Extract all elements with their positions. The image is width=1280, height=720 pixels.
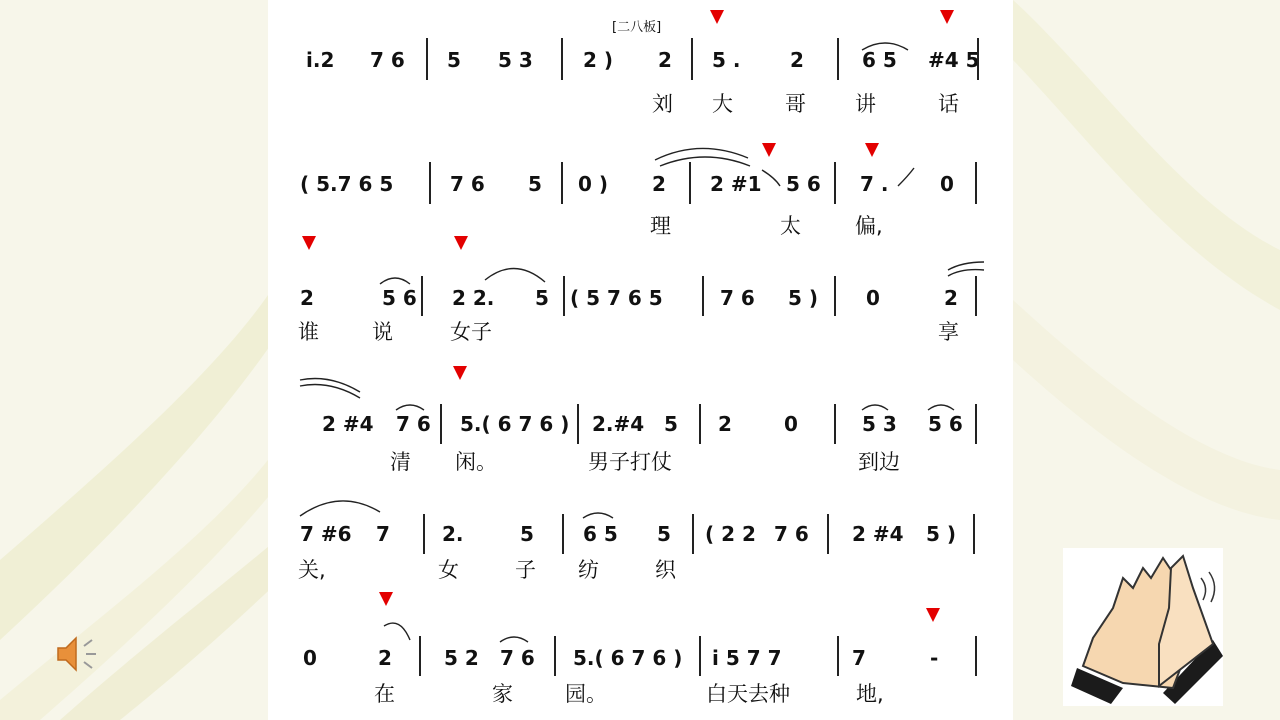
lyric-text: 女 [438,558,459,582]
note-group: 7 6 [720,286,755,310]
lyric-text: 讲 [855,92,876,116]
lyric-text: 哥 [785,92,806,116]
lyric-text: 理 [650,214,671,238]
note-group: 7 6 [370,48,405,72]
note-group: 5 3 [862,412,897,436]
note-group: 0 [940,172,954,196]
red-marker-icon [302,10,957,622]
note-group: 7 [376,522,390,546]
note-group: 7 6 [396,412,431,436]
note-group: 5 ) [926,522,957,546]
note-group: i 5 7 7 [712,646,782,670]
note-group: 5 ) [788,286,819,310]
note-group: 5 6 [786,172,821,196]
note-group: 5 3 [498,48,533,72]
lyric-text: 男子打仗 [588,450,672,474]
note-group: i.2 [306,48,335,72]
lyric-text: 到边 [858,450,900,474]
lyric-text: 闲。 [455,450,497,474]
note-group: ( 5.7 6 5 [300,172,394,196]
note-group: ( 5 7 6 5 [570,286,663,310]
lyric-text: 子 [515,558,536,582]
note-group: 5 [657,522,671,546]
lyric-text: 地, [856,682,884,706]
note-group: 2 [300,286,314,310]
lyric-text: 关, [298,558,326,582]
note-group: 7 6 [450,172,485,196]
note-group: 0 [866,286,880,310]
lyric-text: 织 [655,558,676,582]
note-group: 5 [447,48,461,72]
tempo-label: [二八板] [612,20,662,35]
lyric-text: 享 [938,320,959,344]
lyric-text: 家 [492,682,513,706]
note-group: 2 #4 [852,522,904,546]
note-group: 0 [784,412,798,436]
lyric-text: 纺 [578,558,599,582]
note-group: 7 #6 [300,522,352,546]
note-group: 5 . [712,48,741,72]
lyric-text: 清 [390,450,411,474]
note-group: 2 [378,646,392,670]
lyric-text: 刘 [652,92,673,116]
note-group: 2 #4 [322,412,374,436]
note-group: 2 [652,172,666,196]
note-group: 5 2 [444,646,479,670]
note-group: 2 #1 [710,172,762,196]
note-group: 2.#4 [592,412,645,436]
clapping-hands-card [1063,548,1223,706]
note-group: 7 [852,646,866,670]
note-group: 2 ) [583,48,614,72]
note-group: 6 5 [583,522,618,546]
note-group: 2 [658,48,672,72]
note-group: 7 6 [774,522,809,546]
lyric-text: 说 [372,320,393,344]
note-group: - [930,646,939,670]
lyric-text: 在 [374,682,395,706]
note-group: #4 5 [928,48,980,72]
note-group: 5 [528,172,542,196]
lyric-text: 太 [780,214,801,238]
note-group: 7 . [860,172,889,196]
note-group: 5 6 [928,412,963,436]
lyric-text: 白天去种 [706,682,790,706]
note-group: ( 2 2 [705,522,756,546]
note-group: 5 [664,412,678,436]
lyric-text: 话 [938,92,959,116]
note-group: 2 [718,412,732,436]
note-group: 2. [442,522,464,546]
note-group: 0 [303,646,317,670]
note-group: 5.( 6 7 6 ) [573,646,683,670]
note-group: 5.( 6 7 6 ) [460,412,570,436]
note-group: 7 6 [500,646,535,670]
note-group: 2 [944,286,958,310]
note-group: 5 [535,286,549,310]
note-group: 6 5 [862,48,897,72]
lyric-text: 偏, [855,214,883,238]
lyric-text: 大 [712,92,733,116]
lyric-text: 园。 [565,682,607,706]
lyric-text: 谁 [298,320,319,344]
lyric-text: 女子 [450,320,492,344]
clapping-hands-icon [1063,548,1223,706]
note-group: 2 2. [452,286,495,310]
note-group: 5 [520,522,534,546]
speaker-icon[interactable] [56,634,100,674]
note-group: 0 ) [578,172,609,196]
note-group: 2 [790,48,804,72]
note-group: 5 6 [382,286,417,310]
